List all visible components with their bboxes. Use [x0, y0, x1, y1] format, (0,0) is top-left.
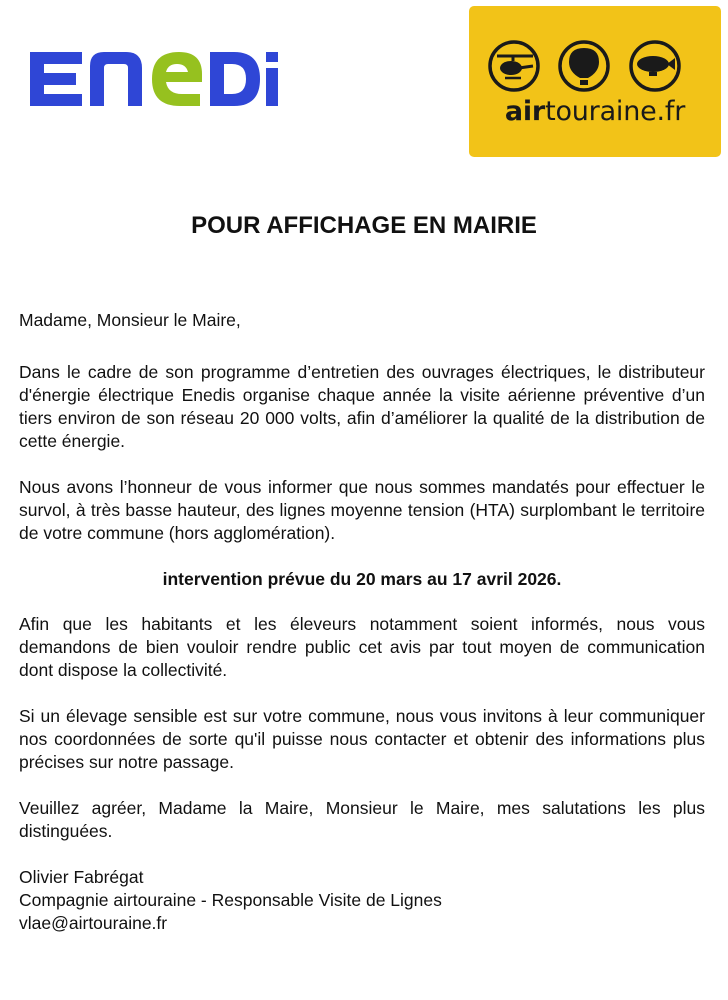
page-title: POUR AFFICHAGE EN MAIRIE — [191, 212, 537, 239]
enedis-logo — [24, 48, 302, 110]
signature-email[interactable]: vlae@airtouraine.fr — [19, 913, 168, 933]
airtouraine-wordmark: airtouraine.fr — [504, 96, 686, 127]
intervention-dates: intervention prévue du 20 mars au 17 avril 2026. — [162, 569, 562, 589]
paragraph-1: Dans le cadre de son programme d’entretien des ouvrages électriques, le distributeur d'énergie électrique Enedis organise chaque année la visite aérienne préventive d’un tiers environ de son réseau 20 000 volts, afin d’améliorer la qualité de la distribution de cette énergie. — [19, 362, 705, 451]
helicopter-icon — [490, 42, 538, 90]
airship-icon — [631, 42, 679, 90]
paragraph-3: Afin que les habitants et les éleveurs notamment soient informés, nous vous demandons de bien vouloir rendre public cet avis par tout moyen de communication dont dispose la collectivité. — [19, 614, 705, 680]
airtouraine-logo — [469, 6, 721, 157]
greeting: Madame, Monsieur le Maire, — [19, 310, 241, 330]
airtouraine-icons — [469, 6, 721, 157]
hot-air-balloon-icon — [560, 42, 608, 90]
letter-body — [19, 309, 705, 935]
enedis-logo-mark — [24, 48, 302, 110]
paragraph-5: Veuillez agréer, Madame la Maire, Monsieur le Maire, mes salutations les plus distinguées. — [19, 798, 705, 841]
signature-role: Compagnie airtouraine - Responsable Visite de Lignes — [19, 890, 442, 910]
signature-name: Olivier Fabrégat — [19, 867, 144, 887]
paragraph-4: Si un élevage sensible est sur votre commune, nous vous invitons à leur communiquer nos coordonnées de sorte qu'il puisse nous contacter et obtenir des informations plus précises sur notre passage. — [19, 706, 705, 772]
paragraph-2: Nous avons l’honneur de vous informer que nous sommes mandatés pour effectuer le survol, à très basse hauteur, des lignes moyenne tension (HTA) surplombant le territoire de votre commune (hors agglomération). — [19, 477, 705, 543]
